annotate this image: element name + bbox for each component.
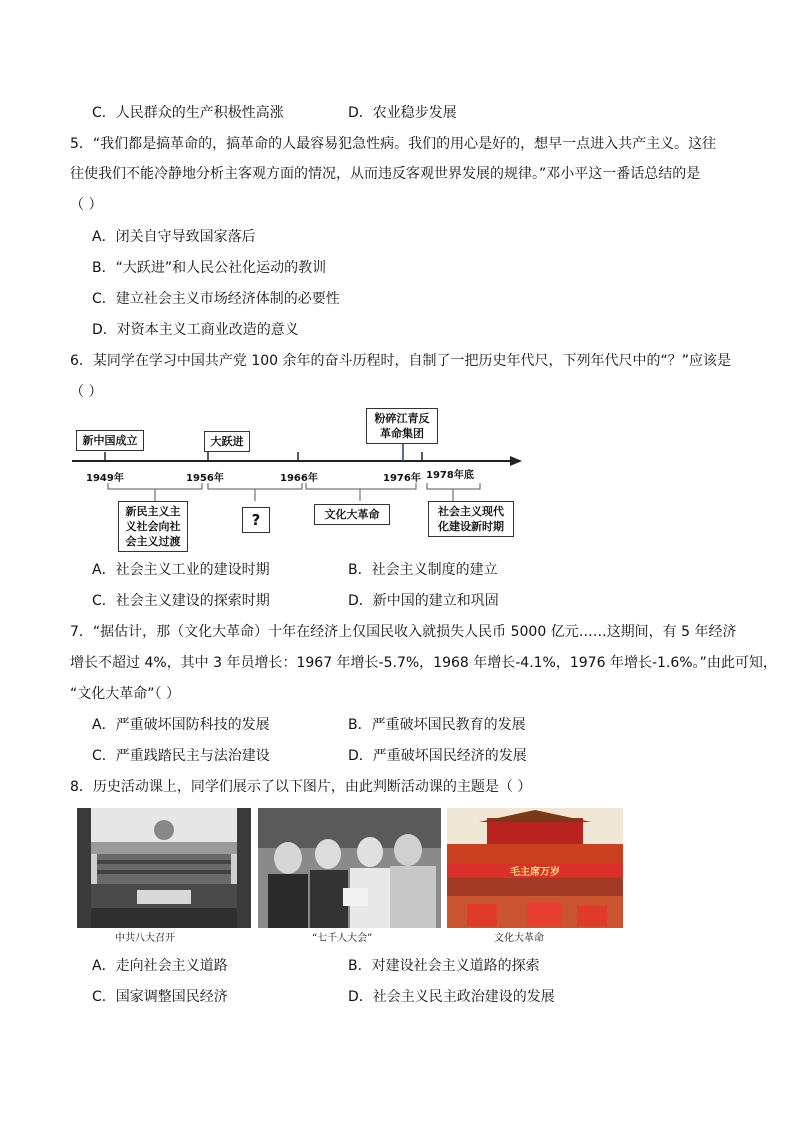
- caption-cultural-revolution: 文化大革命: [494, 933, 544, 944]
- q4-option-c: C．人民群众的生产积极性高涨: [92, 105, 284, 121]
- q6-stem-line-2: （ ）: [70, 384, 103, 400]
- banner-text: 毛主席万岁: [510, 867, 560, 878]
- box-new-china: 新中国成立: [76, 430, 144, 451]
- q5-option-b: B．“大跃进”和人民公社化运动的教训: [92, 260, 327, 276]
- q7-option-b: B．严重破坏国民教育的发展: [348, 717, 526, 733]
- q5-stem-line-2: 往使我们不能冷静地分析主客观方面的情况，从而违反客观世界发展的规律。”邓小平这一番话总结的是: [70, 166, 701, 182]
- box-transition: 新民主义主义社会向社会主义过渡: [118, 501, 188, 552]
- q5-option-c: C．建立社会主义市场经济体制的必要性: [92, 291, 340, 307]
- caption-eighth-congress: 中共八大召开: [115, 933, 175, 944]
- q4-option-d: D．农业稳步发展: [348, 105, 457, 121]
- q8-stem: 8．历史活动课上，同学们展示了以下图片，由此判断活动课的主题是（ ）: [70, 779, 532, 795]
- q7-stem-line-1: 7．“据估计，那（文化大革命）十年在经济上仅国民收入就损失人民币 5000 亿元……这期间，有 5 年经济: [70, 624, 737, 640]
- q5-stem-line-3: （ ）: [70, 197, 103, 213]
- q7-option-c: C．严重践踏民主与法治建设: [92, 748, 270, 764]
- year-1966: 1966年: [280, 473, 318, 484]
- year-1949: 1949年: [86, 473, 124, 484]
- box-smash-gang: 粉碎江青反革命集团: [366, 408, 438, 444]
- photo-cultural-revolution: [447, 808, 623, 928]
- year-1978: 1978年底: [426, 470, 474, 481]
- q7-option-a: A．严重破坏国防科技的发展: [92, 717, 270, 733]
- q6-option-a: A．社会主义工业的建设时期: [92, 562, 270, 578]
- q5-option-a: A．闭关自守导致国家落后: [92, 229, 256, 245]
- q7-option-d: D．严重破坏国民经济的发展: [348, 748, 527, 764]
- q5-stem-line-1: 5．“我们都是搞革命的，搞革命的人最容易犯急性病。我们的用心是好的，想早一点进入共产主义。这往: [70, 136, 717, 152]
- q6-option-d: D．新中国的建立和巩固: [348, 593, 499, 609]
- history-timeline: [70, 405, 530, 555]
- photo-seven-thousand: [258, 808, 441, 928]
- q5-option-d: D．对资本主义工商业改造的意义: [92, 322, 299, 338]
- timeline-arrow: [510, 456, 522, 466]
- q6-option-b: B．社会主义制度的建立: [348, 562, 498, 578]
- year-1956: 1956年: [186, 473, 224, 484]
- q7-stem-line-3: “文化大革命”（ ）: [70, 686, 180, 702]
- box-cultural-revolution: 文化大革命: [314, 504, 390, 525]
- photo-eighth-congress: [77, 808, 251, 928]
- bracket-1978: [427, 483, 480, 489]
- q6-stem-line-1: 6．某同学在学习中国共产党 100 余年的奋斗历程时，自制了一把历史年代尺，下列年代尺中的“？”应该是: [70, 353, 732, 369]
- box-modernization: 社会主义现代化建设新时期: [428, 501, 514, 537]
- q8-option-c: C．国家调整国民经济: [92, 989, 228, 1005]
- q8-option-b: B．对建设社会主义道路的探索: [348, 958, 540, 974]
- box-question: ?: [242, 507, 270, 533]
- q8-option-a: A．走向社会主义道路: [92, 958, 228, 974]
- q6-option-c: C．社会主义建设的探索时期: [92, 593, 270, 609]
- year-1976: 1976年: [383, 473, 421, 484]
- caption-seven-thousand: “七千人大会”: [312, 933, 373, 944]
- q8-option-d: D．社会主义民主政治建设的发展: [348, 989, 555, 1005]
- box-great-leap: 大跃进: [204, 431, 250, 452]
- q7-stem-line-2: 增长不超过 4%，其中 3 年员增长：1967 年增长-5.7%，1968 年增长-4.1%，1976 年增长-1.6%。”由此可知，: [70, 655, 777, 671]
